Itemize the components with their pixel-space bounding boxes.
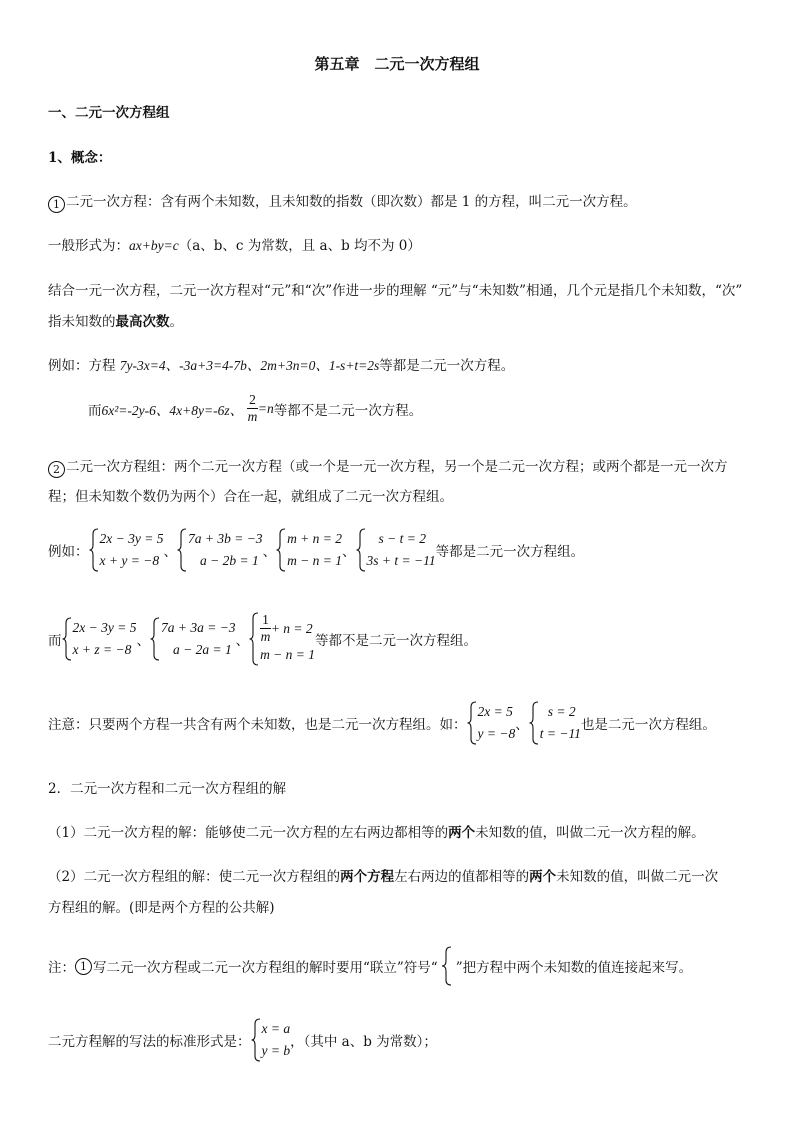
- system-6: [150, 617, 236, 661]
- note-1-prefix: 注意：只要两个方程一共含有两个未知数，也是二元一次方程组。如：: [48, 717, 467, 733]
- systems-example-yes: [48, 528, 584, 572]
- systems-no-suffix: 等都不是二元一次方程组。: [315, 632, 478, 649]
- note-2-text-1: 写二元一次方程或二元一次方程组的解时要用“联立”符号“: [93, 960, 438, 976]
- note-2-pre: 注：: [48, 960, 75, 976]
- brace-icon: [440, 946, 454, 986]
- standard-form-post: ，（其中 a、b 为常数）；: [290, 1034, 437, 1050]
- system-7-eq-2: m − n = 1: [260, 647, 316, 662]
- fraction-2-over-m: [247, 392, 258, 425]
- systems-no-prefix: 而: [48, 632, 62, 649]
- systems-example-no: [48, 612, 477, 665]
- brace-icon: [249, 612, 259, 666]
- standard-form-pre: 二元方程解的写法的标准形式是：: [48, 1034, 251, 1050]
- system-1: [89, 528, 164, 572]
- systems-yes-suffix: 等都是二元一次方程组。: [435, 544, 585, 560]
- circled-number-1: 1: [48, 196, 65, 213]
- system-3-eq-1: m + n = 2: [287, 531, 343, 546]
- explain-line-2: [48, 310, 183, 330]
- note-2: [48, 946, 692, 986]
- system-10-eq-2: y = b: [261, 1043, 291, 1058]
- separator: 、: [163, 544, 177, 560]
- brace-icon: [62, 617, 72, 661]
- system-1-eq-2: x + y = −8: [99, 553, 160, 568]
- brace-icon: [177, 528, 187, 572]
- system-10: [251, 1018, 291, 1062]
- system-10-eq-1: x = a: [261, 1021, 291, 1036]
- definition-1: [48, 190, 637, 213]
- general-form: [48, 234, 421, 254]
- systems-yes-prefix: 例如：: [48, 544, 89, 560]
- solution-1-pre: （1）二元一次方程的解：能够使二元一次方程的左右两边都相等的: [48, 825, 449, 841]
- system-8: [467, 701, 516, 745]
- note-1-suffix: 也是二元一次方程组。: [580, 717, 716, 733]
- example-1: [48, 354, 514, 374]
- definition-1-text: 二元一次方程：含有两个未知数，且未知数的指数（即次数）都是 1 的方程，叫二元一次方程。: [66, 194, 637, 210]
- brace-icon: [529, 701, 539, 745]
- explain-line-2-pre: 指未知数的: [48, 314, 116, 330]
- definition-2-line-1: [48, 455, 728, 478]
- solution-2-line-1: [48, 865, 718, 885]
- section-heading-2: 2．二元一次方程和二元一次方程组的解: [48, 781, 287, 797]
- separator: 、: [515, 717, 529, 733]
- page-title: 第五章 二元一次方程组: [314, 55, 480, 73]
- solution-1: [48, 821, 705, 841]
- explain-highlight: 最高次数: [115, 314, 170, 330]
- brace-icon: [467, 701, 477, 745]
- definition-2-line-2: 程；但未知数个数仍为两个）合在一起，就组成了二元一次方程组。: [48, 489, 453, 505]
- brace-icon: [276, 528, 286, 572]
- system-7: [249, 612, 315, 665]
- brace-icon: [251, 1018, 261, 1062]
- solution-2-mid: 左右两边的值都相等的: [394, 869, 530, 885]
- example-1-equations: 7y-3x=4、-3a+3=4-7b、2m+3n=0、1-s+t=2s: [119, 358, 380, 373]
- note-2-text-2: ”把方程中两个未知数的值连接起来写。: [455, 960, 693, 976]
- fraction-tail: =n: [257, 400, 274, 416]
- circled-number-1: 1: [75, 958, 92, 975]
- example-2: [88, 392, 422, 425]
- example-1-suffix: 等都是二元一次方程。: [379, 358, 515, 374]
- system-3-eq-2: m − n = 1: [287, 553, 343, 568]
- example-1-prefix: 例如：方程: [48, 358, 120, 374]
- brace-icon: [89, 528, 99, 572]
- separator: 、: [136, 632, 150, 649]
- example-2-equations: 6x²=-2y-6、4x+8y=-6z、: [101, 402, 244, 418]
- system-7-eq-1-tail: + n = 2: [270, 620, 313, 636]
- system-2-eq-1: 7a + 3b = −3: [187, 531, 263, 546]
- solution-1-post: 未知数的值，叫做二元一次方程的解。: [475, 825, 705, 841]
- solution-2-bold-1: 两个方程: [340, 869, 395, 885]
- fraction-denominator: m: [260, 629, 271, 644]
- solution-2-line-2: 方程组的解。(即是两个方程的公共解): [48, 900, 275, 916]
- concept-heading: 1、概念：: [48, 150, 112, 166]
- system-4-eq-1: s − t = 2: [378, 531, 427, 546]
- fraction-numerator: 1: [262, 612, 269, 627]
- general-form-formula: ax+by=c: [129, 238, 179, 253]
- circled-number-2: 2: [48, 461, 65, 478]
- explain-line-2-post: 。: [169, 314, 183, 330]
- explain-line-1: 结合一元一次方程，二元一次方程对“元”和“次”作进一步的理解 “元”与“未知数”相通，几个元是指几个未知数，“次”: [48, 283, 743, 299]
- general-form-prefix: 一般形式为：: [48, 238, 129, 254]
- separator: 、: [262, 544, 277, 560]
- solution-1-bold: 两个: [448, 825, 476, 841]
- system-7-eq-1: [260, 612, 315, 645]
- system-6-eq-2: a − 2a = 1: [172, 641, 232, 657]
- system-4: [356, 528, 436, 572]
- note-1: [48, 701, 716, 745]
- system-9-eq-2: t = −11: [539, 726, 581, 741]
- brace-icon: [150, 617, 160, 661]
- system-3: [276, 528, 342, 572]
- example-2-suffix: 等都不是二元一次方程。: [273, 402, 423, 419]
- system-8-eq-1: 2x = 5: [477, 704, 513, 719]
- fraction-1-over-m: [260, 612, 271, 645]
- solution-2-post: 未知数的值，叫做二元一次: [556, 869, 719, 885]
- standard-form: [48, 1018, 437, 1062]
- system-1-eq-1: 2x − 3y = 5: [99, 531, 164, 546]
- system-8-eq-2: y = −8: [477, 726, 516, 741]
- fraction-numerator: 2: [249, 392, 256, 407]
- system-4-eq-2: 3s + t = −11: [366, 553, 436, 568]
- solution-2-pre: （2）二元一次方程组的解：使二元一次方程组的: [48, 869, 341, 885]
- system-9-eq-1: s = 2: [547, 704, 576, 719]
- fraction-denominator: m: [247, 409, 258, 424]
- system-5-eq-2: x + z = −8: [72, 641, 132, 657]
- system-5-eq-1: 2x − 3y = 5: [72, 619, 137, 635]
- brace-icon: [356, 528, 366, 572]
- solution-2-bold-2: 两个: [529, 869, 557, 885]
- section-heading-1: 一、二元一次方程组: [48, 105, 170, 121]
- definition-2-text: 二元一次方程组：两个二元一次方程（或一个是一元一次方程，另一个是二元一次方程；或两个都是一元一次方: [66, 459, 728, 475]
- system-2: [177, 528, 263, 572]
- separator: 、: [235, 632, 250, 649]
- general-form-note: （a、b、c 为常数，且 a、b 均不为 0）: [178, 238, 421, 254]
- system-6-eq-1: 7a + 3a = −3: [160, 619, 236, 635]
- system-9: [529, 701, 581, 745]
- system-5: [62, 617, 137, 661]
- separator: 、: [342, 544, 356, 560]
- example-2-prefix: 而: [88, 402, 102, 419]
- system-2-eq-2: a − 2b = 1: [199, 553, 259, 568]
